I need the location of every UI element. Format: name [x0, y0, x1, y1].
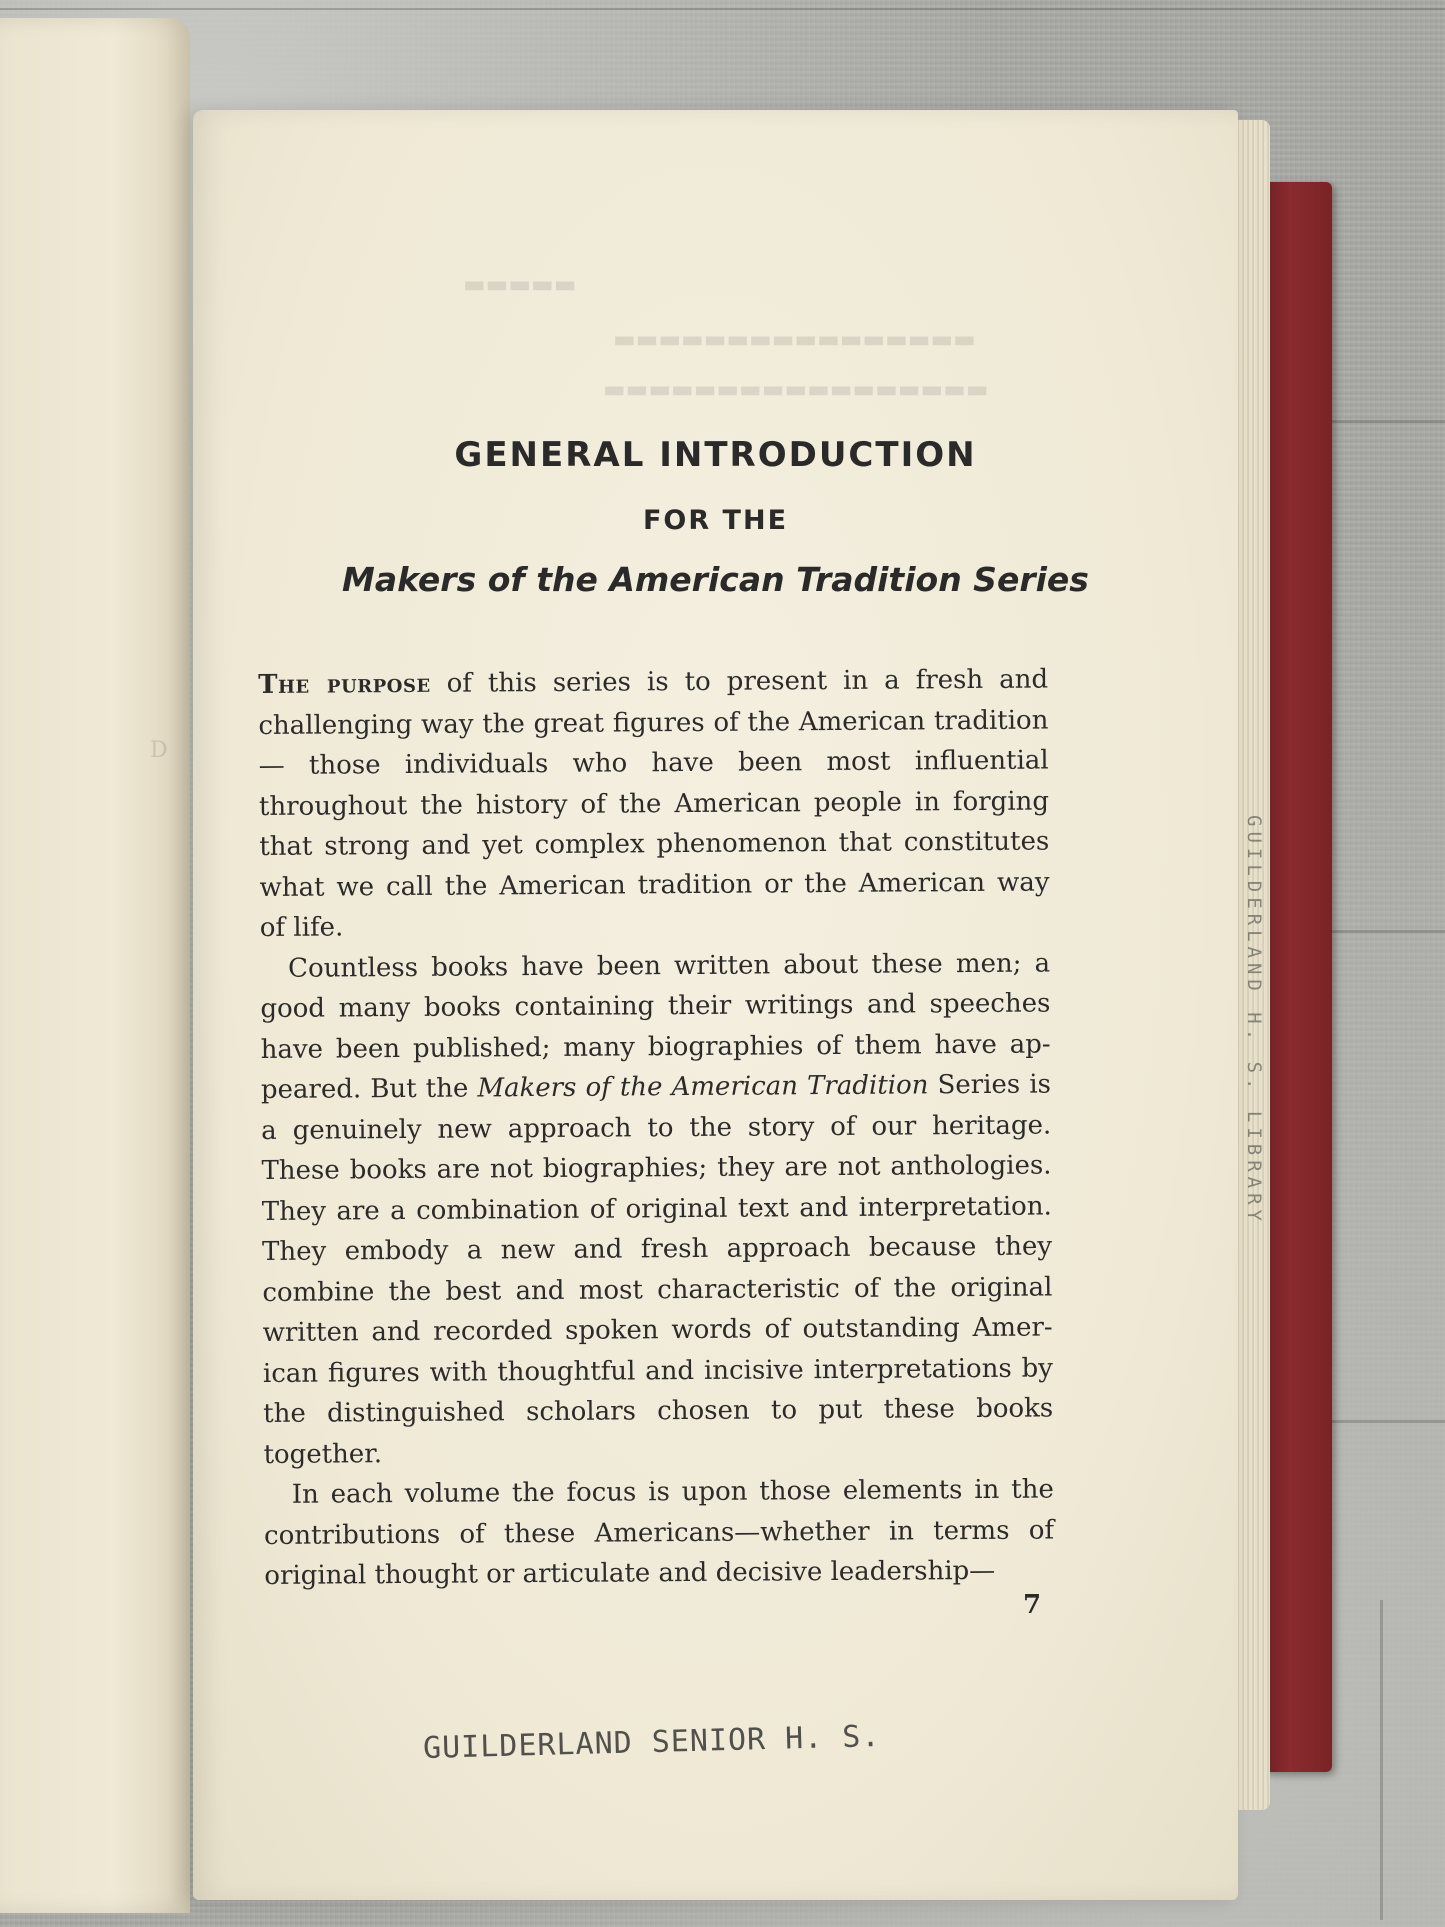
paragraph-3: In each volume the focus is upon those elements in the contributions of these Americans—whether in terms of original thought or articulate and decisive leadership—	[263, 1474, 1055, 1591]
paragraph-1-text: of this series is to present in a fresh and challenging way the great figures of the American tradition— those individuals who have been most influential throughout the history of the American people in forging that strong and yet complex phenomenon that constitutes what we call the American tradition or the American way of life.	[258, 664, 1050, 943]
bleed-through-text: D	[150, 738, 168, 763]
page-edge-stamp-text: GUILDERLAND H. S. LIBRARY	[1243, 815, 1265, 1226]
bleed-through: ▬▬▬▬▬	[463, 270, 577, 298]
paragraph-2-text-b: Series is a genuinely new approach to the story of our heritage. These books are not biographies; they are not anthologies. They are a combination of original text and interpretation. They embody a new and fresh approach because they combine the best and most characteristic of the original written and recorded spoken words of outstanding American figures with thoughtful and incisive interpretations by the distinguished scholars chosen to put these books together.	[261, 1069, 1054, 1470]
wall-joint	[0, 8, 1445, 10]
bleed-through: ▬▬▬▬▬▬▬▬▬▬▬▬▬▬▬▬▬	[603, 375, 989, 403]
paragraph-2-text-a: Countless books have been written about these men; a good many books containing their writings and speeches have been published; many biographies of them have appeared. But the	[260, 947, 1051, 1105]
wall-joint	[1330, 930, 1445, 933]
page-number: 7	[1023, 1590, 1042, 1620]
page-edge-stamp	[1230, 815, 1278, 1335]
paragraph-1	[258, 659, 1050, 948]
chapter-title: GENERAL INTRODUCTION	[454, 435, 977, 475]
body-text	[258, 659, 1054, 1596]
paragraph-2	[260, 943, 1054, 1475]
book-page	[193, 110, 1238, 1900]
wall-joint	[1330, 1420, 1445, 1423]
chapter-subtitle: FOR THE	[642, 505, 789, 536]
series-title: Makers of the American Tradition Series	[342, 560, 1089, 599]
series-name-italic: Makers of the American Tradition	[477, 1070, 929, 1104]
wall-joint	[1380, 1600, 1383, 1920]
library-stamp: GUILDERLAND SENIOR H. S.	[422, 1719, 881, 1766]
left-page	[0, 18, 190, 1913]
bleed-through: ▬▬▬▬▬▬▬▬▬▬▬▬▬▬▬▬	[613, 325, 976, 353]
lead-in: The purpose	[258, 668, 431, 700]
wall-joint	[1330, 420, 1445, 423]
